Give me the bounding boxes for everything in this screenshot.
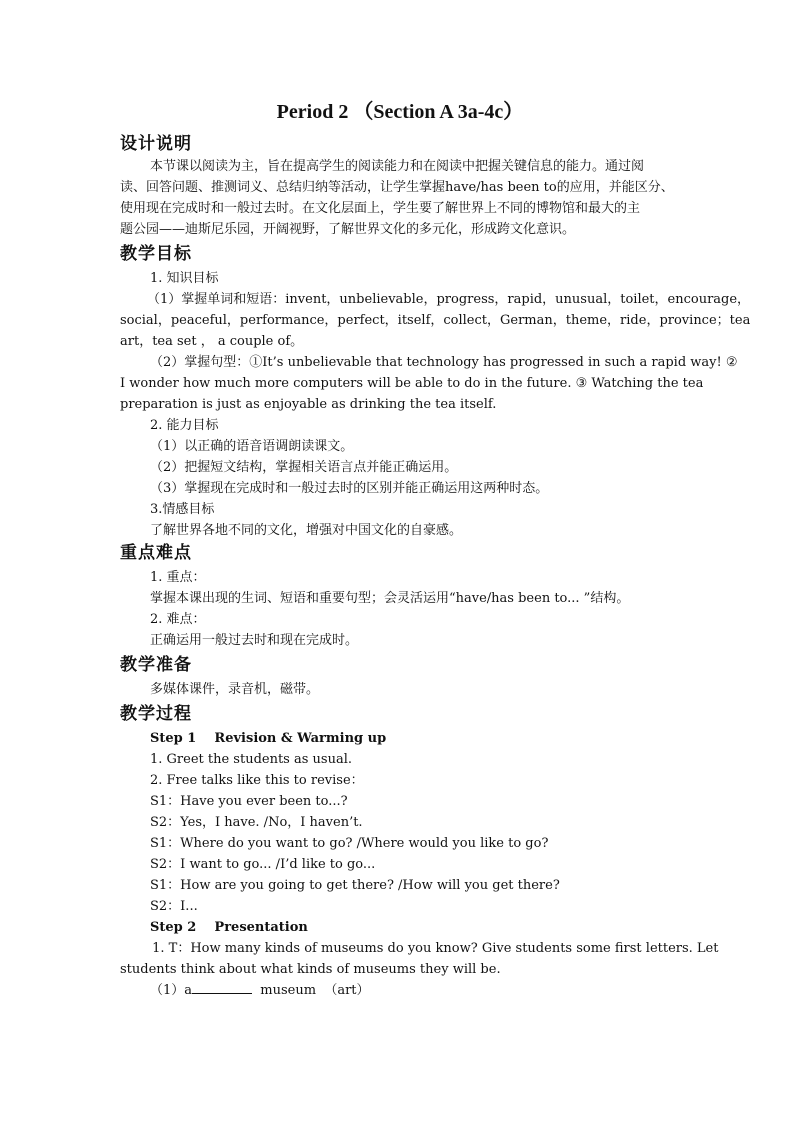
vocab-line: social，peaceful，performance，perfect，itself，collect，German，theme，ride，province；tea — [120, 313, 751, 328]
step1-title: Step 1 Revision & Warming up — [150, 731, 387, 746]
step1-line: 2. Free talks like this to revise： — [150, 773, 364, 788]
preparation-heading: 教学准备 — [120, 655, 192, 675]
sentence-line: I wonder how much more computers will be able to do in the future. ③ Watching the tea — [120, 376, 704, 391]
step1-line: S1：Where do you want to go? /Where would you like to go? — [150, 836, 549, 851]
step2-title: Step 2 Presentation — [150, 920, 308, 935]
blank-question — [150, 980, 680, 1001]
design-line: 读、回答问题、推测词义、总结归纳等活动，让学生掌握have/has been to的应用，并能区分、 — [120, 180, 674, 195]
key-points-heading: 重点难点 — [120, 543, 192, 563]
difficulty-title: 2. 难点： — [150, 612, 206, 627]
design-line: 使用现在完成时和一般过去时。在文化层面上，学生要了解世界上不同的博物馆和最大的主 — [120, 201, 641, 216]
vocab-line: （1）掌握单词和短语：invent，unbelievable，progress，rapid，unusual，toilet，encourage， — [147, 292, 751, 307]
blank-suffix: museum （art） — [252, 983, 370, 998]
difficulty-text: 正确运用一般过去时和现在完成时。 — [150, 633, 359, 648]
ability-item: （1）以正确的语音语调朗读课文。 — [150, 439, 354, 454]
step1-line: S1：Have you ever been to...? — [150, 794, 348, 809]
step1-line: S2：I... — [150, 899, 198, 914]
step1-line: 1. Greet the students as usual. — [150, 752, 352, 767]
knowledge-title: 1. 知识目标 — [150, 271, 219, 286]
emotion-title: 3.情感目标 — [150, 502, 215, 517]
answer-blank[interactable] — [192, 981, 252, 994]
focus-text: 掌握本课出现的生词、短语和重要句型；会灵活运用“have/has been to... ”结构。 — [150, 591, 630, 606]
step2-line: 1. T：How many kinds of museums do you know? Give students some first letters. Let — [148, 941, 719, 956]
process-heading: 教学过程 — [120, 704, 192, 724]
sentence-line: （2）掌握句型：①It’s unbelievable that technology has progressed in such a rapid way! ② — [150, 355, 738, 370]
design-line: 本节课以阅读为主，旨在提高学生的阅读能力和在阅读中把握关键信息的能力。通过阅 — [150, 159, 645, 174]
blank-prefix: （1）a — [150, 983, 193, 998]
preparation-text: 多媒体课件，录音机，磁带。 — [150, 682, 320, 697]
ability-item: （2）把握短文结构，掌握相关语言点并能正确运用。 — [150, 460, 458, 475]
step1-line: S1：How are you going to get there? /How will you get there? — [150, 878, 560, 893]
design-line: 题公园——迪斯尼乐园，开阔视野，了解世界文化的多元化，形成跨文化意识。 — [120, 222, 576, 237]
vocab-line: art，tea set ， a couple of。 — [120, 334, 304, 349]
focus-title: 1. 重点： — [150, 570, 206, 585]
ability-item: （3）掌握现在完成时和一般过去时的区别并能正确运用这两种时态。 — [150, 481, 549, 496]
step2-line: students think about what kinds of museums they will be. — [120, 962, 501, 977]
step1-line: S2：I want to go... /I’d like to go... — [150, 857, 376, 872]
emotion-text: 了解世界各地不同的文化，增强对中国文化的自豪感。 — [150, 523, 463, 538]
page-title: Period 2 （Section A 3a-4c） — [276, 101, 524, 123]
ability-title: 2. 能力目标 — [150, 418, 219, 433]
step1-line: S2：Yes，I have. /No，I haven’t. — [150, 815, 363, 830]
goals-heading: 教学目标 — [120, 244, 192, 264]
design-heading: 设计说明 — [120, 134, 192, 154]
sentence-line: preparation is just as enjoyable as drinking the tea itself. — [120, 397, 497, 412]
